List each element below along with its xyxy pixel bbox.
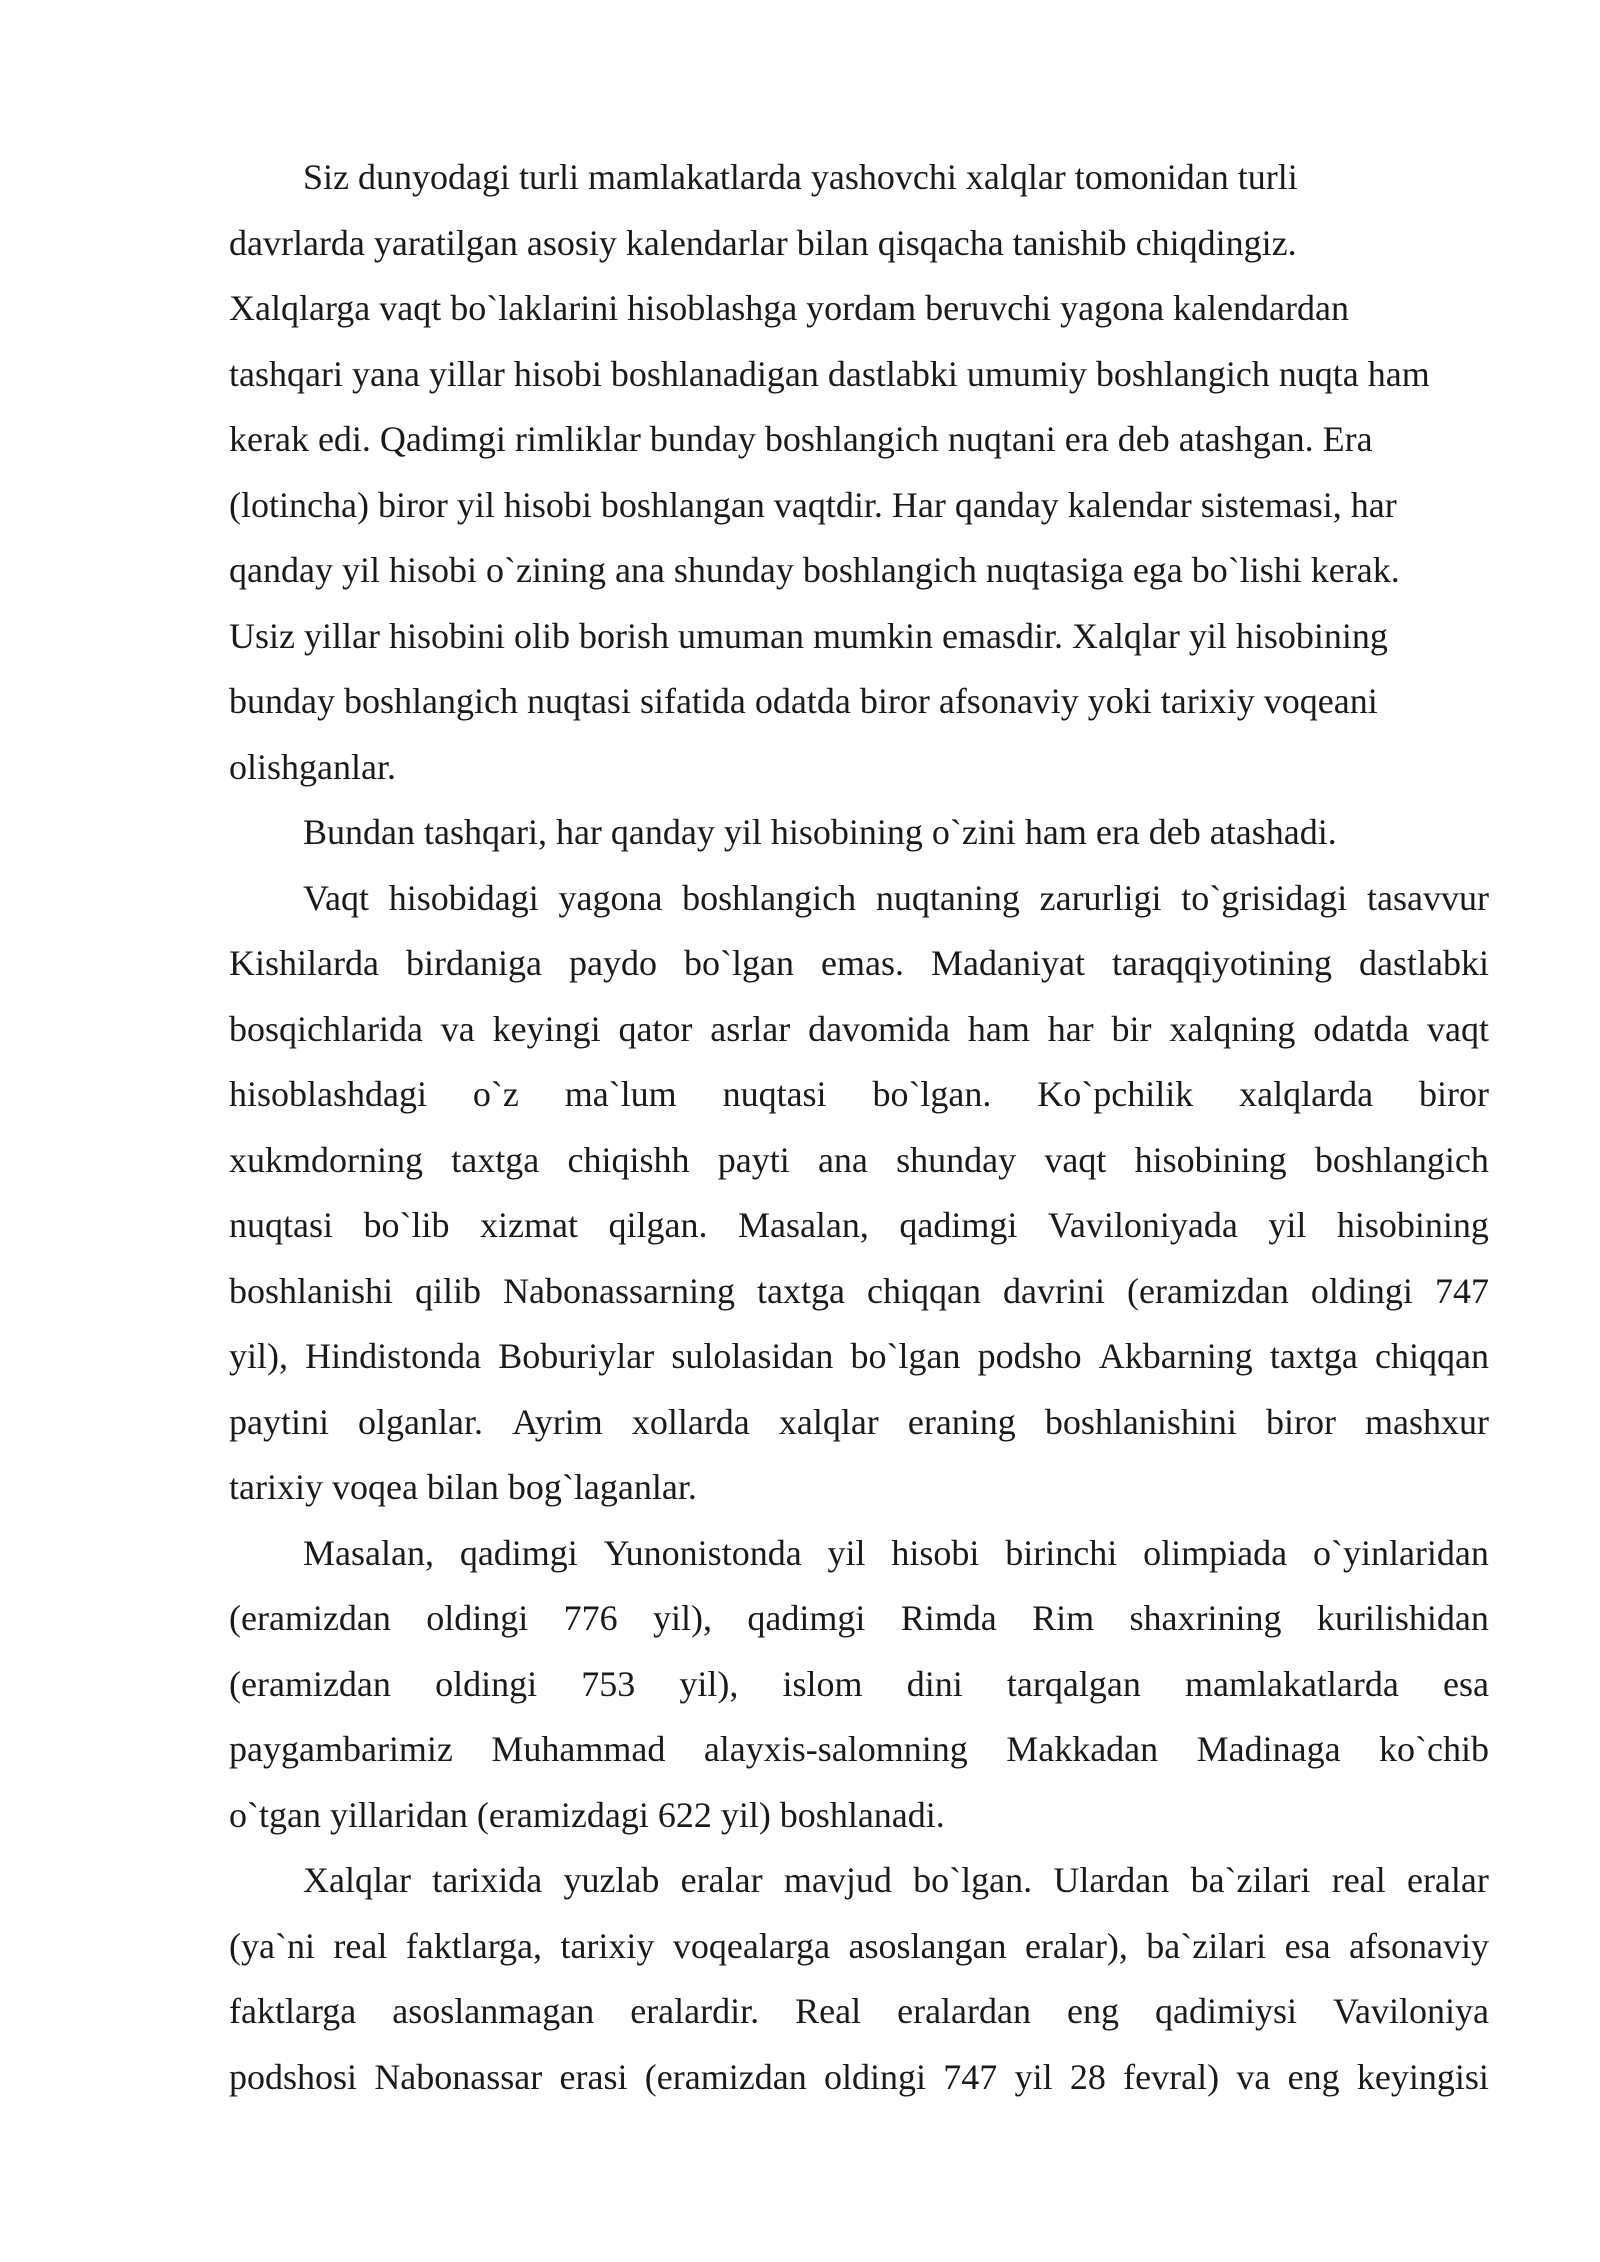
word: qadimgi (899, 1205, 1018, 1245)
word: yuzlab (563, 1860, 660, 1900)
document-page (229, 145, 1489, 2110)
word: xukmdorning (229, 1139, 423, 1180)
word: tasavvur (1367, 877, 1489, 918)
paragraph (229, 800, 1489, 866)
word: eralar), (1024, 1925, 1128, 1966)
word: bir (1111, 1008, 1152, 1049)
word: bo`lib (363, 1205, 450, 1245)
text-line (229, 1979, 1489, 2045)
word: faktlarga (229, 1991, 357, 2031)
word: bo`lgan (850, 1336, 961, 1376)
word: payti (717, 1139, 790, 1180)
text-line (229, 1848, 1489, 1914)
word: chiqqan (1375, 1336, 1489, 1376)
word: xollarda (631, 1401, 750, 1442)
word: ma`lum (564, 1074, 677, 1114)
word: (eramizdan (229, 1663, 391, 1704)
word: shunday (896, 1139, 1017, 1180)
word: Makkadan (1006, 1729, 1159, 1769)
text-line: olishganlar. (229, 746, 396, 787)
word: to`grisidagi (1181, 877, 1348, 918)
word: sulolasidan (671, 1336, 834, 1376)
text-line: bunday boshlangich nuqtasi sifatida odatda biror afsonaviy yoki tarixiy voqeani (229, 681, 1378, 721)
word: tarixiy (560, 1925, 655, 1966)
word: Madinaga (1196, 1729, 1341, 1769)
word: vaqt (1044, 1139, 1107, 1180)
text-line: qanday yil hisobi o`zining ana shunday boshlangich nuqtasiga ega bo`lishi kerak. (229, 550, 1400, 590)
word: mashxur (1365, 1401, 1489, 1442)
word: eralardan (897, 1991, 1032, 2031)
word: Nabonassar (374, 2056, 543, 2097)
word: 776 (563, 1598, 618, 1638)
word: har (1047, 1008, 1094, 1049)
word: Vaqt (303, 877, 369, 918)
word: Boburiylar (498, 1336, 655, 1376)
word: yil (1014, 2056, 1053, 2097)
word: qadimiysi (1155, 1991, 1297, 2031)
word: qadimgi (747, 1598, 866, 1638)
word: mavjud (783, 1860, 892, 1900)
word: xalqlar (778, 1401, 879, 1442)
word: asrlar (710, 1008, 791, 1049)
text-line (229, 1062, 1489, 1128)
word: xizmat (480, 1205, 578, 1245)
word: yil), (679, 1663, 739, 1704)
word: chiqqan (867, 1270, 981, 1311)
word: va (1236, 2056, 1271, 2097)
word: eng (1287, 2056, 1340, 2097)
word: keyingi (492, 1008, 601, 1049)
word: taxtga (451, 1139, 540, 1180)
text-line: kerak edi. Qadimgi rimliklar bunday boshlangich nuqtani era deb atashgan. Era (229, 419, 1373, 459)
word: zarurligi (1039, 877, 1162, 918)
word: qator (618, 1008, 693, 1049)
word: boshlanishi (229, 1270, 394, 1311)
text-line (229, 1652, 1489, 1718)
text-line: o`tgan yillaridan (eramizdagi 622 yil) boshlanadi. (229, 1794, 945, 1835)
word: o`z (472, 1074, 519, 1114)
text-line: tashqari yana yillar hisobi boshlanadigan dastlabki umumiy boshlangich nuqta ham (229, 353, 1430, 394)
word: birinchi (1005, 1532, 1118, 1573)
text-line (229, 866, 1489, 932)
word: eng (1067, 1991, 1119, 2031)
word: hisobidagi (388, 877, 539, 918)
word: (ya`ni (229, 1925, 315, 1966)
word: qilgan. (608, 1205, 708, 1245)
word: fevral) (1123, 2056, 1220, 2097)
word: paygambarimiz (229, 1729, 453, 1769)
word: Akbarning (1098, 1336, 1253, 1376)
text-line: Siz dunyodagi turli mamlakatlarda yashovchi xalqlar tomonidan turli (303, 157, 1298, 197)
word: ba`zilari (1146, 1925, 1267, 1966)
word: vaqt (1427, 1008, 1489, 1049)
text-line: davrlarda yaratilgan asosiy kalendarlar bilan qisqacha tanishib chiqdingiz. (229, 222, 1297, 263)
word: olimpiada (1143, 1532, 1288, 1573)
word: Kishilarda (229, 943, 379, 983)
word: yil), (653, 1598, 713, 1638)
word: mamlakatlarda (1184, 1663, 1399, 1704)
word: Real (795, 1991, 862, 2031)
word: afsonaviy (1349, 1925, 1489, 1966)
word: eralar (1406, 1860, 1489, 1900)
word: 747 (943, 2056, 998, 2097)
word: odatda (1313, 1008, 1410, 1049)
word: taxtga (757, 1270, 845, 1311)
word: faktlarga, (405, 1925, 543, 1966)
word: shaxrining (1129, 1598, 1282, 1638)
word: nuqtasi (229, 1205, 333, 1245)
text-line (229, 1914, 1489, 1980)
word: hisobi (891, 1532, 980, 1573)
word: va (440, 1008, 475, 1049)
word: ba`zilari (1190, 1860, 1311, 1900)
word: Yunonistonda (603, 1532, 802, 1573)
paragraph (229, 1521, 1489, 1849)
word: ham (967, 1008, 1030, 1049)
word: Vaviloniya (1333, 1991, 1489, 2031)
word: 753 (581, 1663, 636, 1704)
word: 28 (1069, 2056, 1106, 2097)
word: ana (817, 1139, 868, 1180)
word: yil), (229, 1336, 288, 1376)
word: bo`lgan. (872, 1074, 992, 1114)
word: asoslangan (848, 1925, 1007, 1966)
word: oldingi (435, 1663, 538, 1704)
word: boshlangich (1314, 1139, 1489, 1180)
word: bosqichlarida (229, 1008, 423, 1049)
text-line (229, 1586, 1489, 1652)
word: paytini (229, 1401, 329, 1442)
word: (eramizdan (1127, 1270, 1289, 1311)
word: tarqalgan (1006, 1663, 1141, 1704)
word: voqealarga (672, 1925, 831, 1966)
word: bo`lgan (684, 943, 794, 983)
text-line: Xalqlarga vaqt bo`laklarini hisoblashga yordam beruvchi yagona kalendardan (229, 288, 1349, 328)
word: yagona (558, 877, 663, 918)
word: birdaniga (406, 943, 542, 983)
word: Ko`pchilik (1037, 1074, 1194, 1114)
word: taxtga (1269, 1336, 1358, 1376)
text-line (229, 1128, 1489, 1194)
word: oldingi (1310, 1270, 1413, 1311)
word: biror (1265, 1401, 1336, 1442)
word: asoslanmagan (392, 1991, 595, 2031)
word: oldingi (823, 2056, 926, 2097)
word: nuqtasi (722, 1074, 827, 1114)
word: Nabonassarning (503, 1270, 736, 1311)
word: esa (1443, 1663, 1489, 1704)
text-line (229, 1390, 1489, 1456)
word: yil (1268, 1205, 1307, 1245)
word: Ayrim (512, 1401, 603, 1442)
text-line (229, 2045, 1489, 2111)
word: chiqishh (567, 1139, 690, 1180)
word: Muhammad (491, 1729, 666, 1769)
word: hisobining (1134, 1139, 1287, 1180)
word: Masalan, (303, 1532, 434, 1573)
word: erasi (559, 2056, 628, 2097)
word: biror (1418, 1074, 1489, 1114)
word: alayxis-salomning (703, 1729, 968, 1769)
word: esa (1284, 1925, 1331, 1966)
text-line: Bundan tashqari, har qanday yil hisobining o`zini ham era deb atashadi. (303, 812, 1337, 852)
text-line (229, 997, 1489, 1063)
text-line (229, 1521, 1489, 1587)
word: paydo (568, 943, 657, 983)
word: Hindistonda (305, 1336, 482, 1376)
paragraph (229, 1848, 1489, 2110)
word: o`yinlaridan (1312, 1532, 1489, 1573)
word: Masalan, (737, 1205, 869, 1245)
paragraph (229, 145, 1489, 800)
word: islom (782, 1663, 863, 1704)
word: davomida (808, 1008, 951, 1049)
word: Vaviloniyada (1047, 1205, 1238, 1245)
word: eralardir. (630, 1991, 760, 2031)
text-line: Usiz yillar hisobini olib borish umuman mumkin emasdir. Xalqlar yil hisobining (229, 615, 1388, 656)
word: (eramizdan (229, 1598, 391, 1638)
word: 747 (1434, 1270, 1489, 1311)
word: dini (906, 1663, 963, 1704)
word: xalqlarda (1239, 1074, 1374, 1114)
word: dastlabki (1358, 943, 1489, 983)
word: Ulardan (1053, 1860, 1170, 1900)
text-line: (lotincha) biror yil hisobi boshlangan vaqtdir. Har qanday kalendar sistemasi, har (229, 484, 1397, 525)
text-line (229, 1259, 1489, 1325)
word: oldingi (426, 1598, 529, 1638)
word: eraning (907, 1401, 1016, 1442)
word: podsho (977, 1336, 1082, 1376)
text-line (229, 1324, 1489, 1390)
word: podshosi (229, 2056, 358, 2097)
word: real (1331, 1860, 1386, 1900)
word: yil (827, 1532, 866, 1573)
word: xalqning (1169, 1008, 1296, 1049)
text-line (229, 931, 1489, 997)
word: Rim (1032, 1598, 1095, 1638)
word: hisoblashdagi (229, 1074, 427, 1114)
word: eralar (680, 1860, 763, 1900)
word: keyingisi (1356, 2056, 1489, 2097)
word: Rimda (900, 1598, 997, 1638)
word: real (333, 1925, 388, 1966)
text-line (229, 1193, 1489, 1259)
word: ko`chib (1379, 1729, 1489, 1769)
word: boshlanishini (1044, 1401, 1237, 1442)
word: bo`lgan. (913, 1860, 1033, 1900)
word: taraqqiyotining (1111, 943, 1332, 983)
word: boshlangich (682, 877, 857, 918)
word: kurilishidan (1316, 1598, 1489, 1638)
word: Madaniyat (931, 943, 1085, 983)
word: Xalqlar (303, 1860, 411, 1900)
paragraph (229, 866, 1489, 1521)
word: olganlar. (358, 1401, 484, 1442)
word: qadimgi (459, 1532, 578, 1573)
word: (eramizdan (644, 2056, 807, 2097)
word: tarixida (432, 1860, 543, 1900)
word: nuqtaning (875, 877, 1020, 918)
word: qilib (415, 1270, 482, 1311)
word: davrini (1003, 1270, 1105, 1311)
word: emas. (821, 943, 904, 983)
text-line: tarixiy voqea bilan bog`laganlar. (229, 1467, 697, 1507)
text-line (229, 1717, 1489, 1783)
word: hisobining (1336, 1205, 1489, 1245)
